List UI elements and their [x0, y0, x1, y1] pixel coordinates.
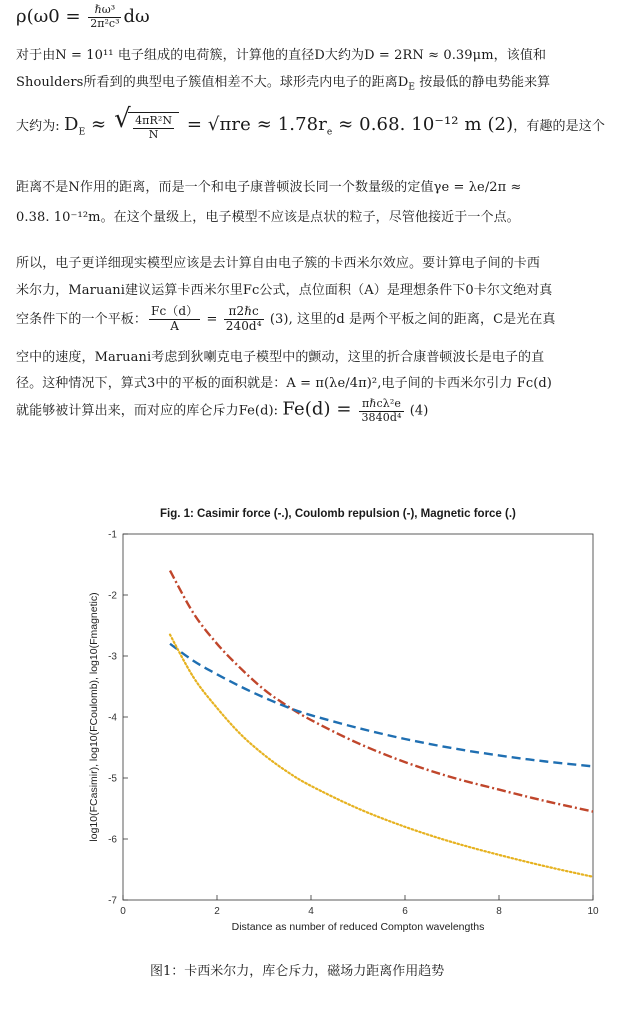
y-axis-label: log10(FCasimir), log10(FCoulomb), log10(Fmagnetic) [88, 592, 100, 842]
paragraph-2-line-1: 所以，电子更详细现实模型应该是去计算自由电子簇的卡西米尔效应。要计算电子间的卡西 [16, 256, 541, 271]
paragraph-1-line-3 [16, 104, 605, 141]
y-tick-label: -3 [108, 651, 117, 663]
series-group [170, 571, 593, 877]
coulomb-fraction [359, 398, 403, 424]
x-axis-ticks [120, 895, 599, 917]
coulomb-num: πℏcλ²e [359, 398, 403, 412]
p2-l6-prefix: 就能够被计算出来，而对应的库仑斥力Fe(d): [16, 403, 283, 419]
re-text: = √πre ≈ 1.78r [181, 114, 327, 136]
paragraph-2-line-4: 空中的速度，Maruani考虑到狄喇克电子模型中的颤动，这里的折合康普顿波长是电子的直 [16, 350, 545, 365]
p2-l3-tail: (3), 这里的d 是两个平板之间的距离，C是光在真 [265, 311, 556, 327]
paragraph-2-line-6 [16, 398, 428, 424]
y-tick-label: -1 [108, 529, 117, 541]
y-axis-ticks [108, 530, 128, 907]
casimir-rhs-fraction [224, 305, 264, 334]
de-value: ≈ 0.68. 10⁻¹² m (2) [332, 114, 514, 136]
paragraph-2-line-3 [16, 305, 556, 334]
de-letter: D [64, 114, 79, 136]
formula-lhs: ρ(ω0 = [16, 6, 87, 28]
casimir-rhs-den: 240d⁴ [225, 318, 262, 333]
p1-l3-tail: ，有趣的是这个 [513, 119, 605, 135]
x-tick-label: 8 [496, 906, 502, 917]
casimir-rhs-num: π2ℏc [224, 305, 264, 320]
series-line-coulomb [170, 644, 593, 767]
formula-fraction [88, 4, 121, 30]
series-line-casimir [170, 571, 593, 812]
paragraph-1-line-5: 0.38. 10⁻¹²m。在这个量级上，电子模型不应该是点状的粒子，尽管他接近于一个点。 [16, 210, 520, 225]
p2-l6-tail: (4) [405, 403, 429, 419]
figure-caption: 图1：卡西米尔力，库仑斥力，磁场力距离作用趋势 [150, 964, 445, 979]
series-line-magnetic [170, 635, 593, 877]
re-sub: e [326, 127, 333, 138]
chart-title: Fig. 1: Casimir force (-.), Coulomb repulsion (-), Magnetic force (.) [160, 508, 516, 520]
approx-sign: ≈ [85, 114, 113, 136]
y-tick-label: -4 [108, 712, 117, 724]
casimir-lhs-fraction [149, 305, 200, 334]
x-tick-label: 0 [120, 906, 126, 917]
x-tick-label: 4 [308, 906, 314, 917]
radical-sign: √ [114, 104, 131, 134]
p1-l2-tail: 按最低的静电势能来算 [415, 75, 551, 90]
paragraph-1-line-2 [16, 71, 550, 93]
y-tick-label: -2 [108, 590, 117, 602]
casimir-lhs-den: A [170, 318, 180, 333]
formula-denominator: 2π²c³ [90, 16, 120, 30]
y-tick-label: -5 [108, 773, 117, 785]
casimir-lhs-num: Fc（d） [151, 304, 199, 318]
sqrt-content [128, 112, 179, 141]
force-chart [0, 520, 640, 940]
p2-l3-prefix: 空条件下的一个平板： [16, 311, 148, 327]
paragraph-1-line-4: 距离不是N作用的距离，而是一个和电子康普顿波长同一个数量级的定值γe = λe/2π ≈ [16, 180, 522, 195]
p1-l3-prefix: 大约为: [16, 119, 65, 135]
sqrt-expression [114, 104, 179, 141]
x-tick-label: 6 [402, 906, 408, 917]
de-symbol [64, 114, 113, 138]
paragraph-2-line-2: 米尔力，Maruani建议运算卡西米尔里Fc公式，点位面积（A）是理想条件下0卡尔文绝对真 [16, 283, 553, 298]
sqrt-fraction [133, 115, 174, 141]
coulomb-den: 3840d⁴ [361, 410, 402, 424]
p1-l2-text: Shoulders所看到的典型电子簇值相差不大。球形壳内电子的距离D [16, 75, 409, 90]
x-axis-label: Distance as number of reduced Compton wavelengths [231, 921, 485, 933]
y-tick-label: -6 [108, 834, 117, 846]
plot-area-frame [123, 534, 593, 900]
equals-sign: = [202, 311, 222, 327]
p1-l2-sub: E [408, 82, 416, 93]
sqrt-numerator: 4πR²N [135, 114, 173, 127]
re-expression [181, 114, 514, 138]
coulomb-formula-lhs: Fe(d) = [282, 398, 358, 420]
x-tick-label: 2 [214, 906, 220, 917]
spectral-density-formula [16, 4, 150, 30]
paragraph-1-line-1: 对于由N = 10¹¹ 电子组成的电荷簇，计算他的直径D大约为D = 2RN ≈ 0.39μm，该值和 [16, 48, 547, 63]
y-tick-label: -7 [108, 895, 117, 907]
de-sub: E [78, 127, 86, 138]
paragraph-2-line-5: 径。这种情况下，算式3中的平板的面积就是：A = π(λe/4π)²,电子间的卡西米尔引力 Fc(d) [16, 376, 552, 391]
x-tick-label: 10 [587, 906, 599, 917]
sqrt-denominator: N [148, 127, 159, 141]
formula-numerator: ℏω³ [88, 4, 121, 18]
formula-rhs: dω [123, 6, 150, 28]
